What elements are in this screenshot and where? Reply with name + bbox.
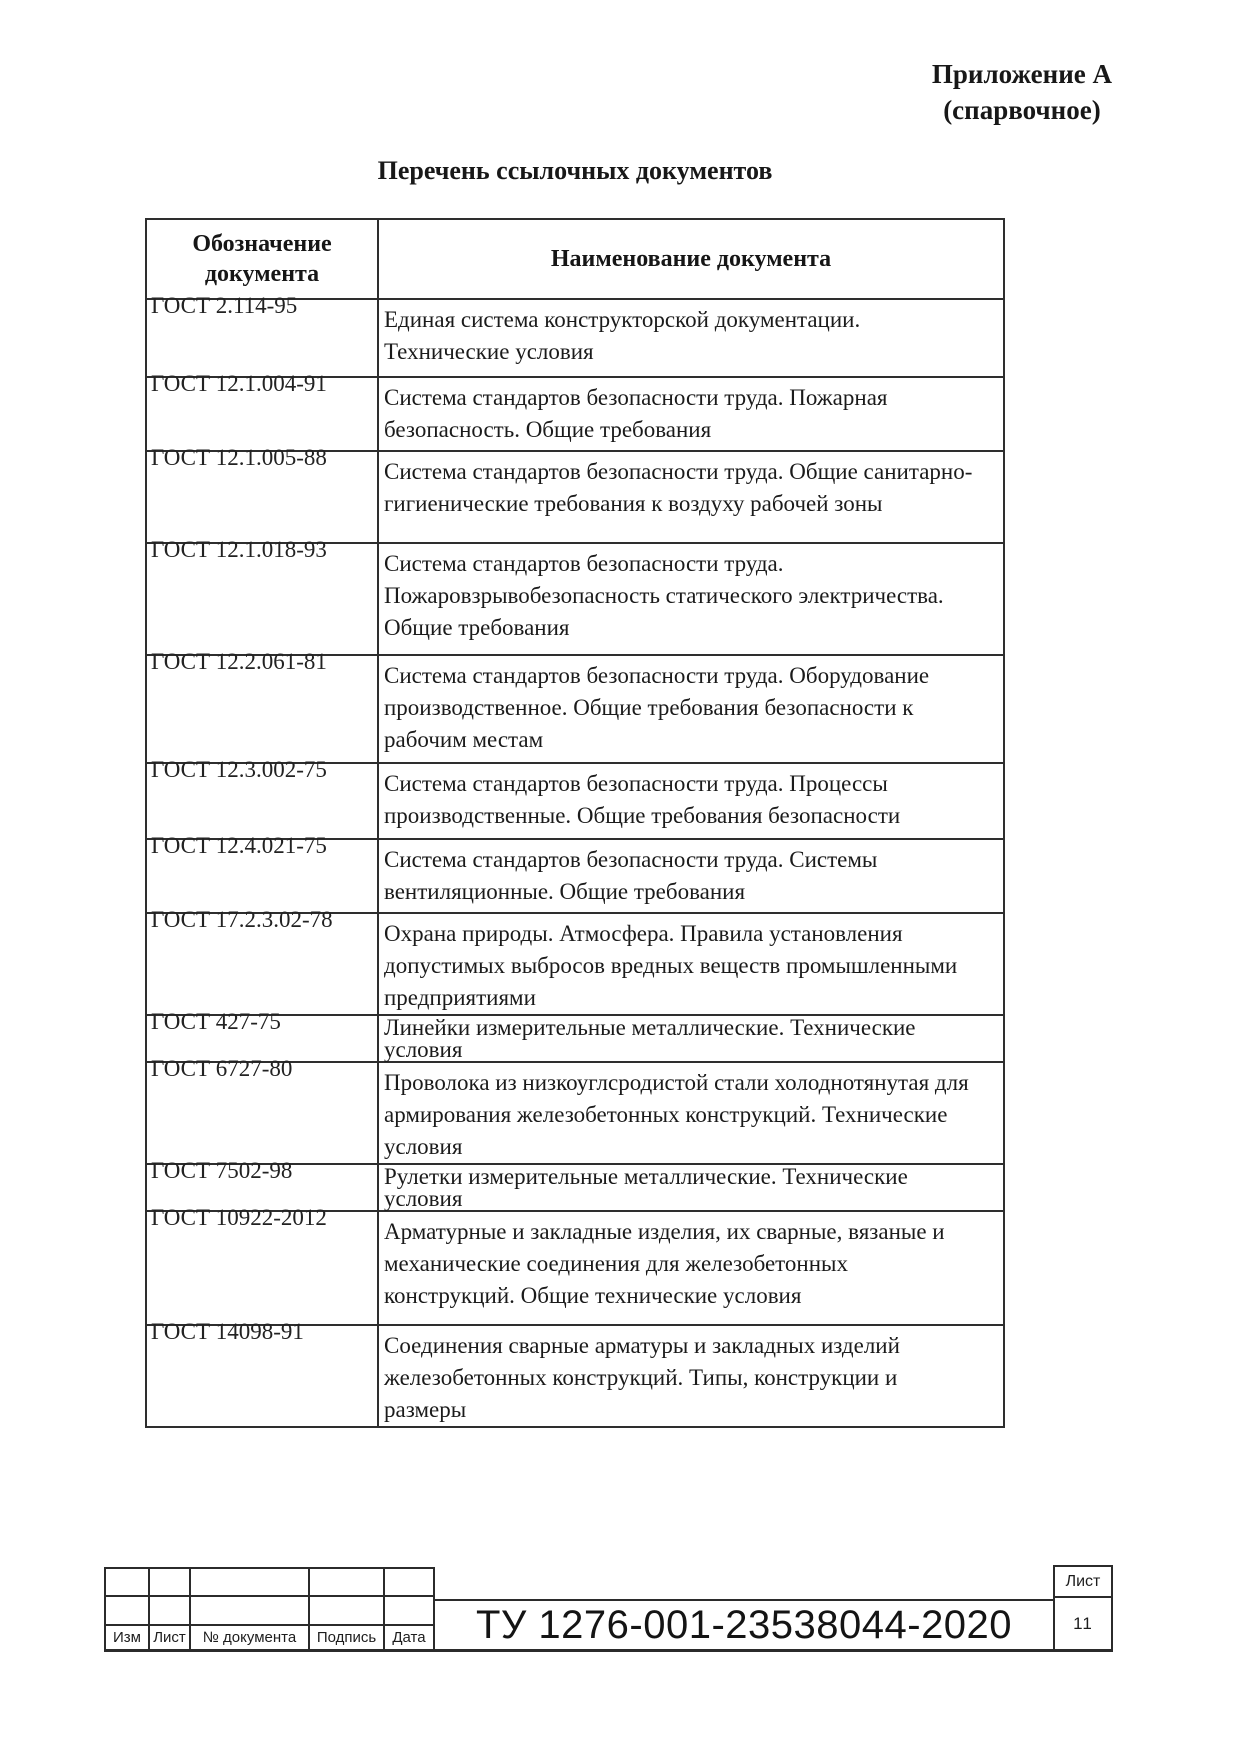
document-designation-cell: [146, 445, 378, 543]
document-designation: ГОСТ 12.4.021-75: [151, 833, 327, 858]
revision-grid-cell: [106, 1569, 150, 1595]
table-row: [146, 451, 1004, 543]
document-name: Система стандартов безопасности труда. Общие санитарно- гигиенические требования к воздуху рабочей зоны: [384, 459, 973, 516]
document-designation: ГОСТ 2.114-95: [151, 293, 298, 318]
revision-grid-cell: [191, 1569, 310, 1595]
document-name: Рулетки измерительные металлические. Технические условия: [384, 1164, 908, 1211]
document-name-cell: [378, 451, 1004, 543]
revision-grid-cell: [310, 1569, 385, 1595]
document-designation-cell: [146, 649, 378, 763]
document-designation-cell: [146, 371, 378, 451]
revision-grid-cell: [150, 1569, 191, 1595]
table-row: [146, 543, 1004, 655]
appendix-header: [932, 56, 1112, 128]
document-name: Система стандартов безопасности труда. Оборудование производственное. Общие требования безопасности к рабочим местам: [384, 663, 930, 752]
document-designation-cell: [146, 537, 378, 655]
column-header-designation: Обозначение документа: [146, 219, 378, 299]
document-name: Проволока из низкоуглсродистой стали холоднотянутая для армирования железобетонных конструкций. Технические условия: [384, 1070, 969, 1159]
document-name-cell: [378, 543, 1004, 655]
revision-grid-cell: [385, 1569, 433, 1595]
document-name-cell: [378, 763, 1004, 839]
table-header-row: [146, 219, 1004, 299]
revision-grid-cell: [150, 1595, 191, 1624]
document-number: ТУ 1276-001-23538044-2020: [433, 1599, 1055, 1652]
document-designation: ГОСТ 14098-91: [151, 1319, 304, 1344]
document-name: Линейки измерительные металлические. Технические условия: [384, 1015, 916, 1062]
label-data: Дата: [385, 1624, 433, 1649]
revision-grid-cell: [191, 1595, 310, 1624]
sheet-label: Лист: [1055, 1567, 1111, 1598]
document-designation-cell: [146, 1158, 378, 1211]
sheet-box: [1053, 1565, 1113, 1652]
document-designation-cell: [146, 1205, 378, 1325]
label-list: Лист: [150, 1624, 191, 1649]
label-podpis: Подпись: [310, 1624, 385, 1649]
document-designation-cell: [146, 293, 378, 377]
document-name-cell: [378, 839, 1004, 913]
document-name: Единая система конструкторской документации. Технические условия: [384, 307, 861, 364]
revision-grid: [104, 1567, 435, 1652]
document-designation: ГОСТ 12.3.002-75: [151, 757, 327, 782]
document-name-cell: [378, 1164, 1004, 1211]
document-designation: ГОСТ 12.1.018-93: [151, 537, 327, 562]
document-name: Охрана природы. Атмосфера. Правила установления допустимых выбросов вредных веществ промышленными предприятиями: [384, 921, 958, 1010]
document-designation: ГОСТ 7502-98: [151, 1158, 293, 1183]
document-designation-cell: [146, 907, 378, 1015]
document-name: Арматурные и закладные изделия, их сварные, вязаные и механические соединения для железобетонных конструкций. Общие технические условия: [384, 1219, 945, 1308]
document-designation: ГОСТ 427-75: [151, 1009, 281, 1034]
document-designation: ГОСТ 17.2.3.02-78: [151, 907, 333, 932]
table-row: [146, 839, 1004, 913]
document-name-cell: [378, 377, 1004, 451]
document-designation: ГОСТ 10922-2012: [151, 1205, 327, 1230]
sheet-number: 11: [1073, 1613, 1093, 1633]
table-row: [146, 377, 1004, 451]
table-row: [146, 655, 1004, 763]
document-designation: ГОСТ 12.1.004-91: [151, 371, 327, 396]
table-row: [146, 913, 1004, 1015]
document-name-cell: [378, 655, 1004, 763]
table-row: [146, 299, 1004, 377]
table-row: [146, 1325, 1004, 1427]
document-name-cell: [378, 1325, 1004, 1427]
document-designation: ГОСТ 12.1.005-88: [151, 445, 327, 470]
table-row: [146, 1164, 1004, 1211]
document-designation: ГОСТ 6727-80: [151, 1056, 293, 1081]
appendix-note: (спарвочное): [943, 95, 1101, 125]
document-designation-cell: [146, 833, 378, 913]
document-name: Система стандартов безопасности труда. Процессы производственные. Общие требования безопасности: [384, 771, 901, 828]
document-name: Система стандартов безопасности труда. Пожаровзрывобезопасность статического электричества. Общие требования: [384, 551, 944, 640]
document-designation-cell: [146, 1009, 378, 1062]
document-name-cell: [378, 913, 1004, 1015]
document-designation-cell: [146, 757, 378, 839]
document-name-cell: [378, 1062, 1004, 1164]
table-row: [146, 763, 1004, 839]
revision-grid-cell: [385, 1595, 433, 1624]
label-doc-num: № документа: [191, 1624, 310, 1649]
document-designation-cell: [146, 1056, 378, 1164]
label-izm: Изм: [106, 1624, 150, 1649]
document-name-cell: [378, 1015, 1004, 1062]
table-row: [146, 1062, 1004, 1164]
table-row: [146, 1211, 1004, 1325]
revision-grid-cell: [310, 1595, 385, 1624]
appendix-label: Приложение А: [931, 59, 1112, 89]
document-name: Система стандартов безопасности труда. Системы вентиляционные. Общие требования: [384, 847, 878, 904]
document-name: Соединения сварные арматуры и закладных изделий железобетонных конструкций. Типы, конструкции и размеры: [384, 1333, 900, 1422]
document-designation-cell: [146, 1319, 378, 1427]
document-name-cell: [378, 299, 1004, 377]
column-header-name: Наименование документа: [378, 219, 1004, 299]
document-designation: ГОСТ 12.2.061-81: [151, 649, 327, 674]
document-name: Система стандартов безопасности труда. Пожарная безопасность. Общие требования: [384, 385, 888, 442]
page-title: Перечень ссылочных документов: [377, 156, 773, 185]
table-row: [146, 1015, 1004, 1062]
revision-grid-cell: [106, 1595, 150, 1624]
document-name-cell: [378, 1211, 1004, 1325]
reference-documents-table: [145, 218, 1005, 1428]
